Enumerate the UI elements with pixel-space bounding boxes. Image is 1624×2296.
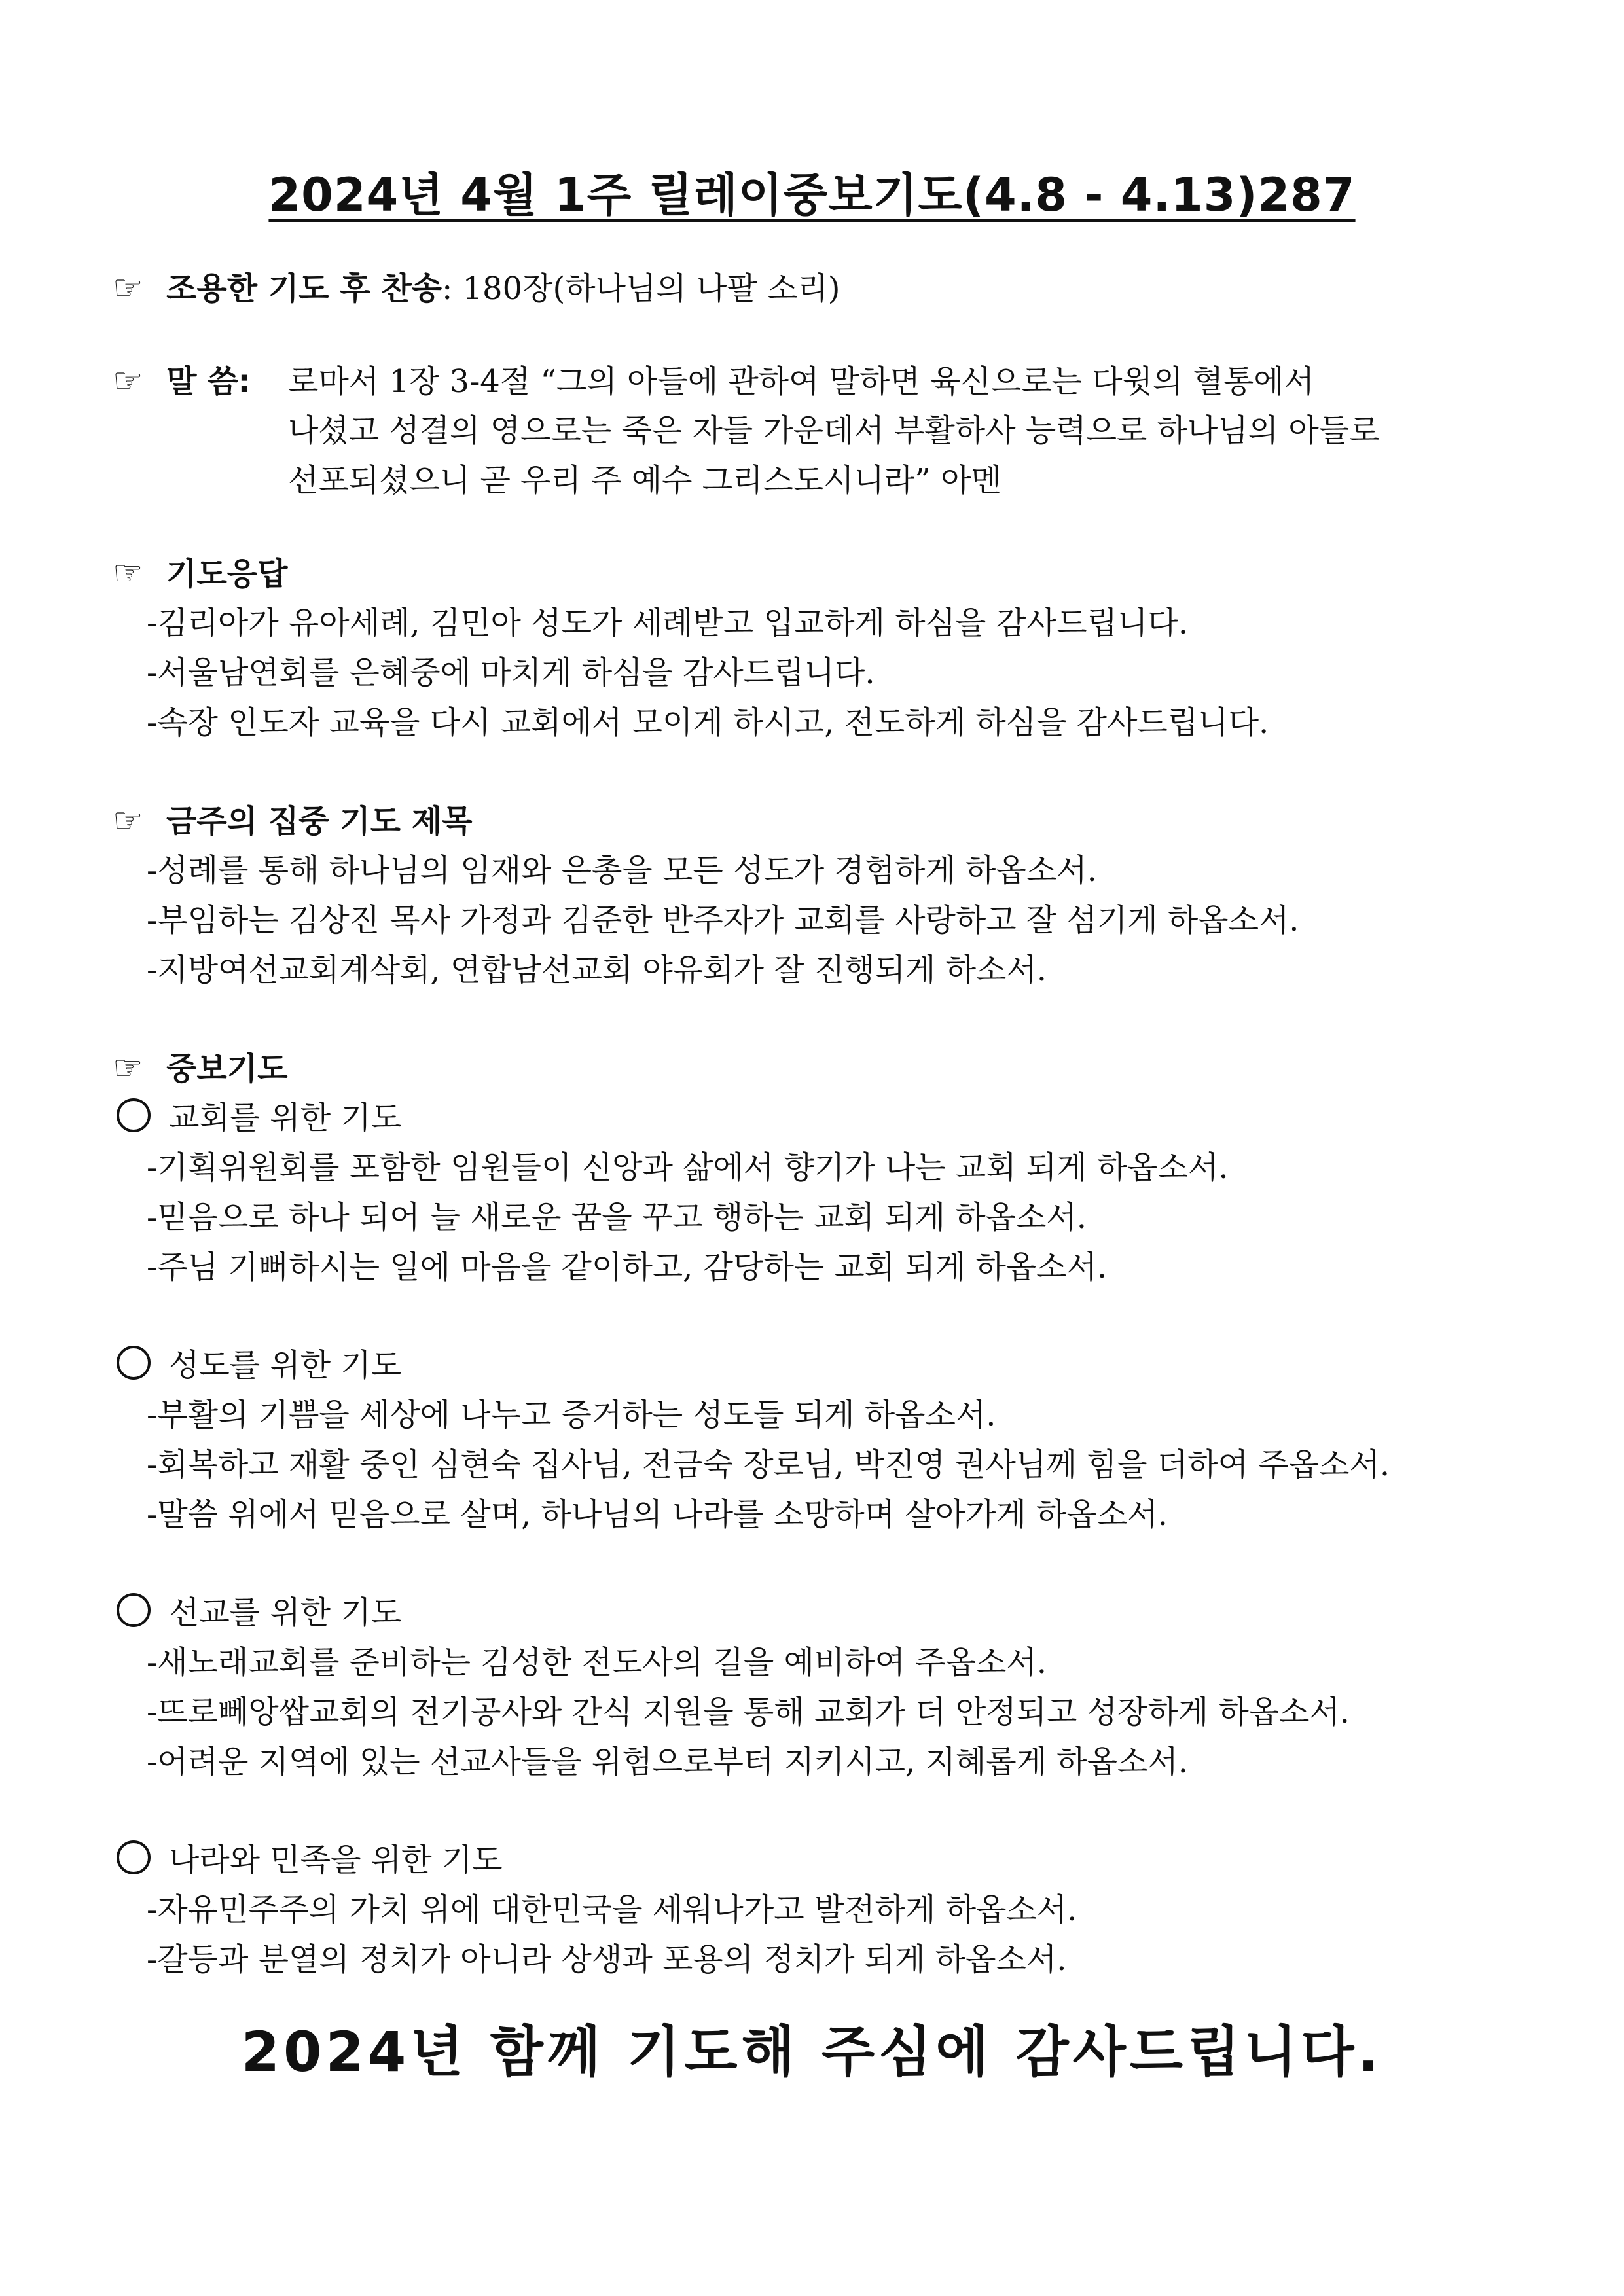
circle-bullet-icon xyxy=(117,1098,151,1132)
pointing-hand-icon: ☞ xyxy=(113,554,143,593)
list-item: -김리아가 유아세례, 김민아 성도가 세례받고 입교하게 하심을 감사드립니다. xyxy=(147,605,1188,641)
scripture-line-3: 선포되셨으니 곧 우리 주 예수 그리스도시니라” 아멘 xyxy=(288,462,1001,499)
scripture-label: 말 씀: xyxy=(166,363,251,400)
list-item: -회복하고 재활 중인 심현숙 집사님, 전금숙 장로님, 박진영 권사님께 힘을 더하여 주옵소서. xyxy=(147,1446,1390,1483)
circle-bullet-icon xyxy=(117,1593,151,1627)
list-item: -기획위원회를 포함한 임원들이 신앙과 삶에서 향기가 나는 교회 되게 하옵소서. xyxy=(147,1149,1229,1186)
section-title-saints: 성도를 위한 기도 xyxy=(117,1340,401,1390)
circle-bullet-icon xyxy=(117,1840,151,1874)
section-title-church: 교회를 위한 기도 xyxy=(117,1093,401,1143)
intercession-heading: ☞ 중보기도 xyxy=(113,1043,287,1094)
list-item: -성례를 통해 하나님의 임재와 은총을 모든 성도가 경험하게 하옵소서. xyxy=(147,852,1097,889)
circle-bullet-icon xyxy=(117,1346,151,1380)
hymn-value: 180장(하나님의 나팔 소리) xyxy=(462,270,840,307)
page-title: 2024년 4월 1주 릴레이중보기도(4.8 - 4.13)287 xyxy=(268,168,1356,222)
hymn-line: ☞ 조용한 기도 후 찬송: 180장(하나님의 나팔 소리) xyxy=(113,263,840,314)
section-title-mission: 선교를 위한 기도 xyxy=(117,1588,401,1638)
list-item: -지방여선교회계삭회, 연합남선교회 야유회가 잘 진행되게 하소서. xyxy=(147,952,1047,988)
list-item: -주님 기뻐하시는 일에 마음을 같이하고, 감당하는 교회 되게 하옵소서. xyxy=(147,1249,1108,1285)
list-item: -뜨로뻬앙쌉교회의 전기공사와 간식 지원을 통해 교회가 더 안정되고 성장하게 하옵소서. xyxy=(147,1694,1350,1731)
list-item: -어려운 지역에 있는 선교사들을 위험으로부터 지키시고, 지혜롭게 하옵소서. xyxy=(147,1744,1188,1780)
scripture-line-1 xyxy=(113,356,1314,406)
pointing-hand-icon: ☞ xyxy=(113,1049,143,1088)
scripture-line-2: 나셨고 성결의 영으로는 죽은 자들 가운데서 부활하사 능력으로 하나님의 아들로 xyxy=(288,412,1380,449)
answers-heading: ☞ 기도응답 xyxy=(113,548,287,599)
list-item: -속장 인도자 교육을 다시 교회에서 모이게 하시고, 전도하게 하심을 감사드립니다. xyxy=(147,704,1269,741)
list-item: -말씀 위에서 믿음으로 살며, 하나님의 나라를 소망하며 살아가게 하옵소서. xyxy=(147,1496,1168,1533)
list-item: -부활의 기쁨을 세상에 나누고 증거하는 성도들 되게 하옵소서. xyxy=(147,1397,996,1433)
focus-heading: ☞ 금주의 집중 기도 제목 xyxy=(113,796,472,846)
list-item: -믿음으로 하나 되어 늘 새로운 꿈을 꾸고 행하는 교회 되게 하옵소서. xyxy=(147,1199,1087,1236)
pointing-hand-icon: ☞ xyxy=(113,801,143,840)
section-title-nation: 나라와 민족을 위한 기도 xyxy=(117,1835,502,1885)
list-item: -서울남연회를 은혜중에 마치게 하심을 감사드립니다. xyxy=(147,655,875,691)
closing-message: 2024년 함께 기도해 주심에 감사드립니다. xyxy=(241,2020,1383,2084)
hymn-label: 조용한 기도 후 찬송 xyxy=(166,270,442,307)
scripture-text: 로마서 1장 3-4절 “그의 아들에 관하여 말하면 육신으로는 다윗의 혈통에서 xyxy=(288,363,1315,400)
pointing-hand-icon: ☞ xyxy=(113,361,143,401)
list-item: -갈등과 분열의 정치가 아니라 상생과 포용의 정치가 되게 하옵소서. xyxy=(147,1941,1067,1978)
list-item: -부임하는 김상진 목사 가정과 김준한 반주자가 교회를 사랑하고 잘 섬기게 하옵소서. xyxy=(147,902,1299,939)
pointing-hand-icon: ☞ xyxy=(113,268,143,308)
list-item: -자유민주주의 가치 위에 대한민국을 세워나가고 발전하게 하옵소서. xyxy=(147,1892,1077,1928)
list-item: -새노래교회를 준비하는 김성한 전도사의 길을 예비하여 주옵소서. xyxy=(147,1644,1047,1681)
